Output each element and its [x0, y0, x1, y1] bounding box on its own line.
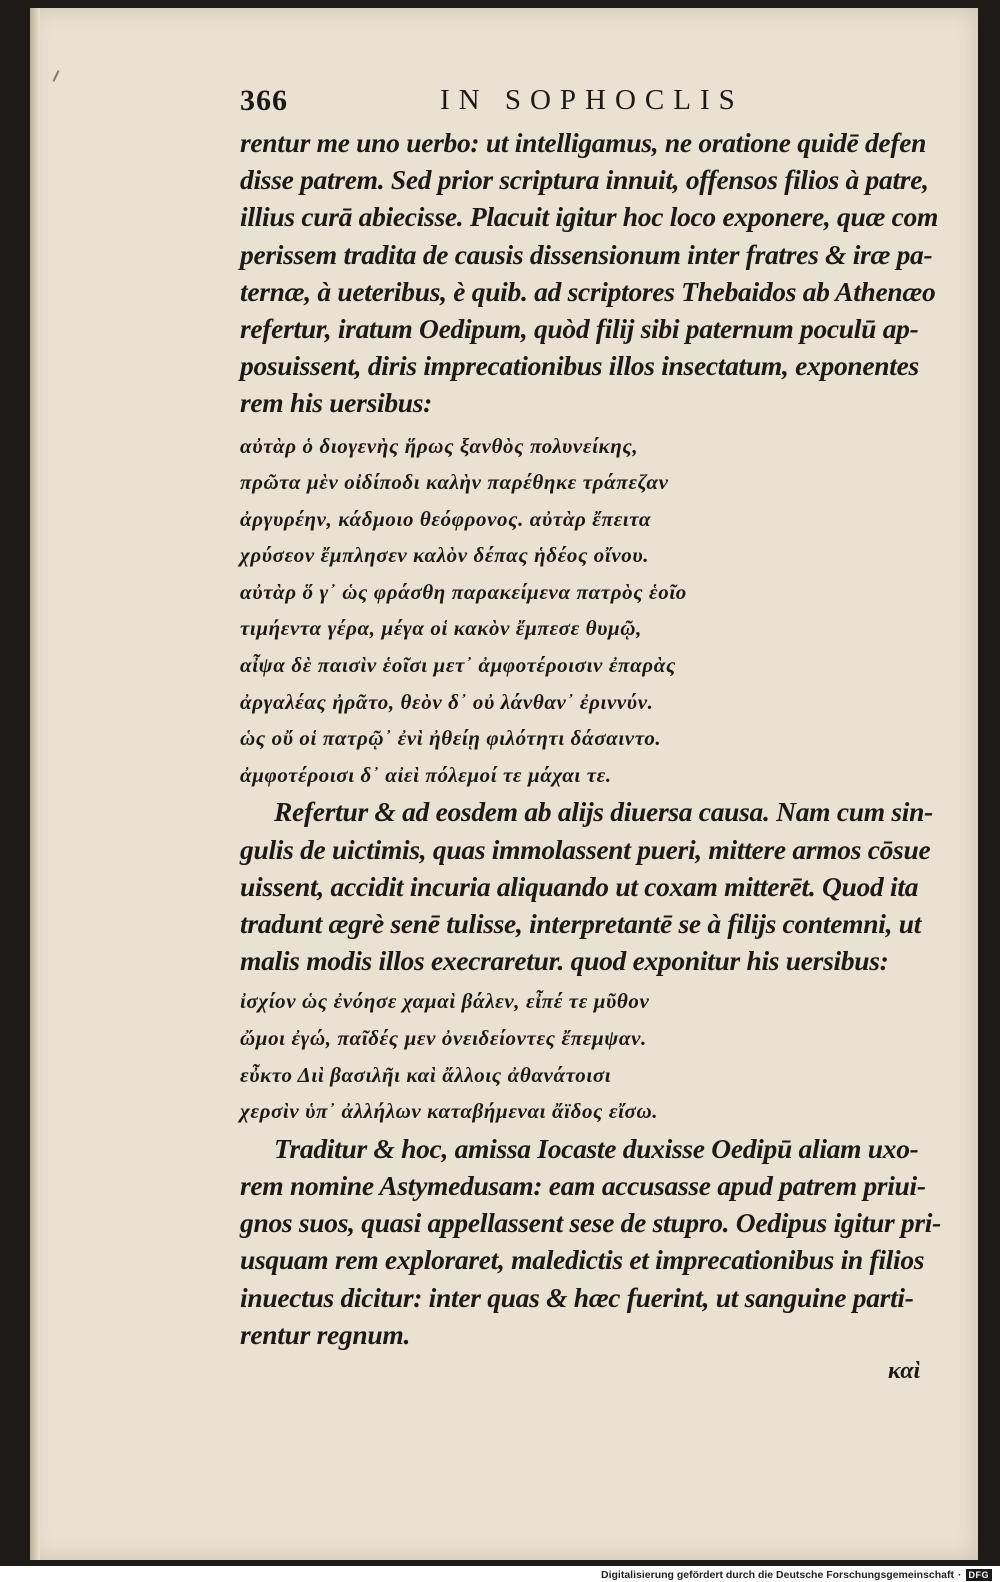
- verse-line: ὤμοι ἐγώ, παῖδές μεν ὀνειδείοντες ἔπεμψαν.: [240, 1025, 647, 1050]
- greek-verse-1: [240, 428, 946, 794]
- page-number: 366: [240, 84, 288, 117]
- text-line: rentur regnum.: [240, 1318, 411, 1350]
- paragraph-2: [240, 793, 946, 979]
- verse-line: εὖκτο Διὶ βασιλῆι καὶ ἄλλοις ἀθανάτοισι: [240, 1062, 612, 1087]
- text-line: disse patrem. Sed prior scriptura innuit, offensos filios à patre,: [240, 164, 929, 196]
- paragraph-1: [240, 124, 946, 422]
- dfg-logo-icon: DFG: [966, 1569, 993, 1581]
- text-line: malis modis illos execraretur. quod exponitur his uersibus:: [240, 945, 889, 977]
- text-line: posuissent, diris imprecationibus illos insectatum, exponentes: [240, 350, 919, 382]
- text-line: perissem tradita de causis dissensionum inter fratres & iræ pa-: [240, 238, 933, 270]
- text-block: [240, 84, 946, 1353]
- page-gutter: [30, 8, 40, 1560]
- verse-line: ἀμφοτέροισι δ᾽ αἰεὶ πόλεμοί τε μάχαι τε.: [240, 762, 612, 787]
- text-line: ternæ, à ueteribus, è quib. ad scriptores Thebaidos ab Athenæo: [240, 275, 936, 307]
- verse-line: ἀργαλέας ἠρᾶτο, θεὸν δ᾽ οὐ λάνθαν᾽ ἐριννύν.: [240, 689, 654, 714]
- verse-line: ὡς οὔ οἱ πατρῷ᾽ ἐνὶ ἠθείῃ φιλότητι δάσαιντο.: [240, 726, 662, 751]
- verse-line: αἶψα δὲ παισὶν ἑοῖσι μετ᾽ ἀμφοτέροισιν ἐπαρὰς: [240, 653, 676, 678]
- text-line: rentur me uno uerbo: ut intelligamus, ne oratione quidē defen: [240, 127, 927, 158]
- text-line: Refertur & ad eosdem ab alijs diuersa causa. Nam cum sin-: [274, 796, 933, 828]
- credit-separator: ·: [958, 1568, 962, 1581]
- text-line: inuectus dicitur: inter quas & hæc fuerint, ut sanguine parti-: [240, 1281, 914, 1313]
- verse-line: ἰσχίον ὡς ἐνόησε χαμαὶ βάλεν, εἶπέ τε μῦθον: [240, 989, 650, 1014]
- verse-line: ἀργυρέην, κάδμοιο θεόφρονος. αὐτὰρ ἔπειτα: [240, 506, 652, 531]
- text-line: refertur, iratum Oedipum, quòd filij sibi paternum poculū ap-: [240, 312, 919, 344]
- digitization-credit: [601, 1567, 992, 1582]
- text-line: rem nomine Astymedusam: eam accusasse apud patrem priui-: [240, 1169, 926, 1201]
- catchword: καὶ: [888, 1358, 921, 1384]
- text-line: usquam rem exploraret, maledictis et imprecationibus in filios: [240, 1244, 925, 1276]
- verse-line: τιμήεντα γέρα, μέγα οἱ κακὸν ἔμπεσε θυμῷ,: [240, 616, 642, 641]
- text-line: tradunt ægrè senē tulisse, interpretantē se à filijs contemni, ut: [240, 908, 922, 939]
- verse-line: χερσὶν ὑπ᾽ ἀλλήλων καταβήμεναι ἄϊδος εἴσω.: [240, 1099, 659, 1124]
- text-line: rem his uersibus:: [240, 387, 433, 419]
- text-line: Traditur & hoc, amissa Iocaste duxisse Oedipū aliam uxo-: [274, 1132, 919, 1164]
- verse-line: αὐτὰρ ὁ διογενὴς ἥρως ξανθὸς πολυνείκης,: [240, 433, 639, 458]
- running-title: IN SOPHOCLIS: [440, 84, 744, 116]
- greek-verse-2: [240, 983, 946, 1129]
- text-line: gulis de uictimis, quas immolassent pueri, mittere armos cōsue: [240, 833, 931, 865]
- text-line: gnos suos, quasi appellassent sese de stupro. Oedipus igitur pri-: [240, 1207, 941, 1239]
- credit-text: Digitalisierung gefördert durch die Deutsche Forschungsgemeinschaft: [601, 1568, 954, 1581]
- verse-line: πρῶτα μὲν οἰδίποδι καλὴν παρέθηκε τράπεζαν: [240, 470, 669, 495]
- paragraph-3: [240, 1130, 946, 1353]
- text-line: illius curā abiecisse. Placuit igitur hoc loco exponere, quæ com: [240, 201, 939, 233]
- page-header: [240, 84, 946, 124]
- text-line: uissent, accidit incuria aliquando ut coxam mitterēt. Quod ita: [240, 870, 919, 902]
- verse-line: αὐτὰρ ὅ γ᾽ ὡς φράσθη παρακείμενα πατρὸς ἑοῖο: [240, 579, 687, 604]
- verse-line: χρύσεον ἔμπλησεν καλὸν δέπας ἡδέος οἴνου.: [240, 543, 650, 568]
